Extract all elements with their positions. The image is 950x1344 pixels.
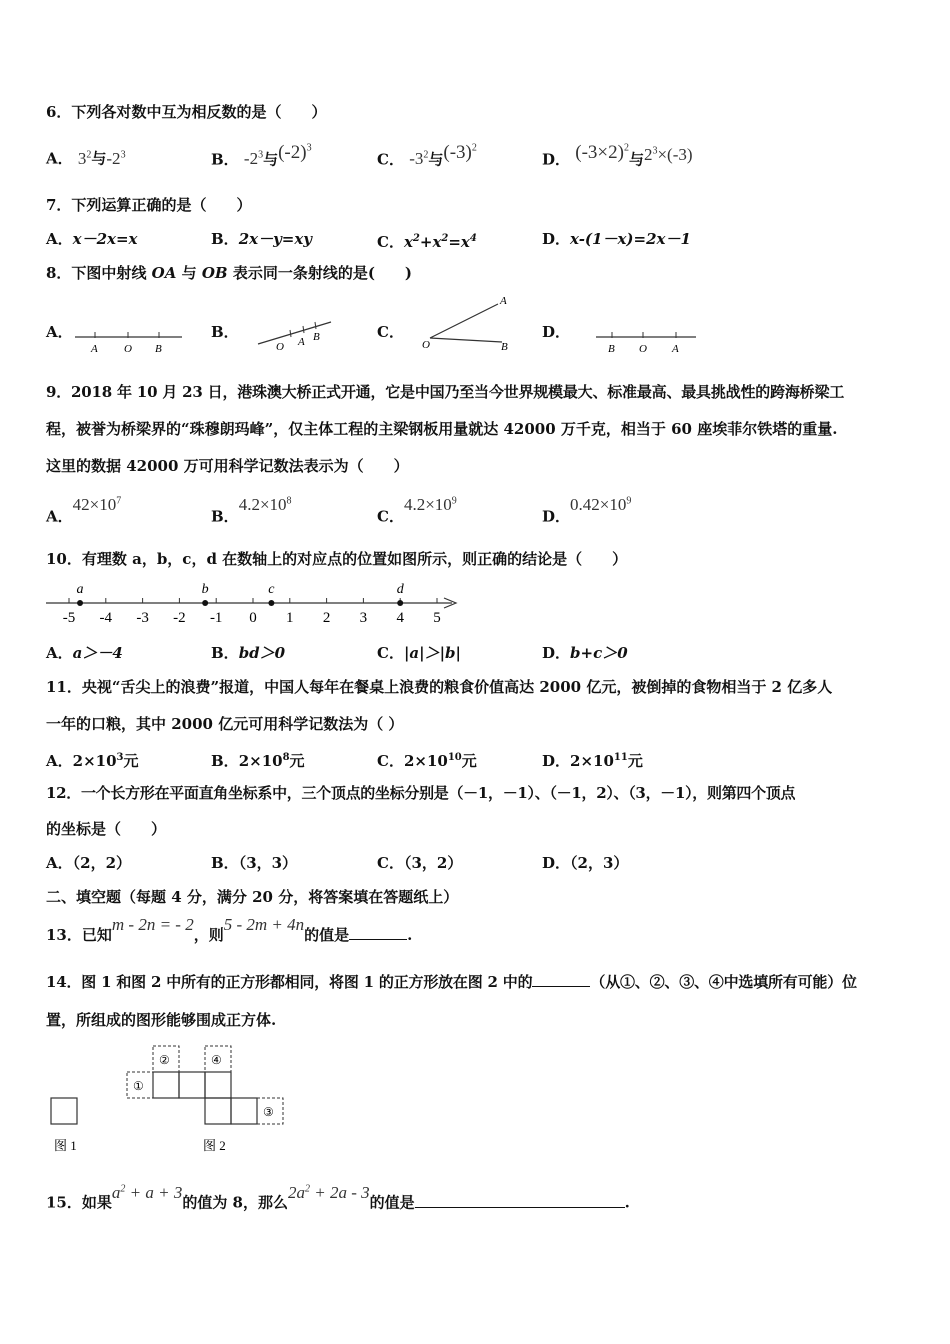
q14-line-1: 14．图 1 和图 2 中所有的正方形都相同，将图 1 的正方形放在图 2 中的 （从①、②、③、④中选填所有可能）位 <box>46 973 857 991</box>
q12-option-d: D．（2，3） <box>542 854 629 872</box>
q8d-point-1: B <box>608 343 615 355</box>
q6-option-a: A． $3^2$与$-2^3$ <box>46 148 126 168</box>
q8d-point-3: A <box>672 343 679 355</box>
position-4-mark: ④ <box>211 1053 222 1067</box>
q14-figures <box>40 1040 300 1160</box>
q9-option-c: C．$4.2\times 10^9$ <box>377 494 457 526</box>
number-line-point-label-c: c <box>268 582 275 597</box>
figure1-square <box>51 1098 77 1124</box>
q13-condition: m - 2n = - 2 <box>111 915 194 934</box>
number-line-point-label-a: a <box>76 582 84 597</box>
q11-option-a: A．$2\times 10^3$元 <box>46 752 139 770</box>
q7-stem: 7．下列运算正确的是（ ） <box>46 196 252 214</box>
q7-option-d: D．x-(1－x)=2x－1 <box>542 230 691 248</box>
number-line-tick-label: 1 <box>286 610 294 626</box>
q8c-point-2: O <box>422 339 430 351</box>
q8b-point-3: B <box>313 331 320 343</box>
q9-option-d: D．$0.42\times 10^9$ <box>542 494 632 526</box>
number-line-tick-label: 5 <box>433 610 441 626</box>
q8a-point-3: B <box>155 343 162 355</box>
q15-expression-2: $2a^2 + 2a - 3$ <box>288 1182 370 1202</box>
number-line-tick-label: -4 <box>99 610 113 626</box>
q15: 15．如果$a^2 + a + 3$的值为 8，那么$2a^2 + 2a - 3$的值是 . <box>46 1182 630 1212</box>
q10-option-c: C．|a|＞|b| <box>377 644 461 662</box>
q8-stem: 8．下图中射线 OA 与 OB 表示同一条射线的是( ) <box>46 264 413 282</box>
q8b-point-1: O <box>276 341 284 353</box>
q12-option-b: B．（3，3） <box>211 854 298 872</box>
q8-figure-b <box>255 318 335 354</box>
q12-option-a: A．（2，2） <box>46 854 132 872</box>
q8-option-d-label: D． <box>542 323 571 341</box>
number-line-tick-label: -5 <box>62 610 76 626</box>
q12-line-2: 的坐标是（ ） <box>46 820 167 838</box>
number-line-point-label-d: d <box>396 582 404 597</box>
q8a-point-2: O <box>124 343 132 355</box>
q13-answer-blank[interactable] <box>349 925 407 940</box>
q14-line-2: 置，所组成的图形能够围成正方体. <box>46 1011 277 1029</box>
figure2-square-1 <box>153 1072 179 1098</box>
q9-line-2: 程，被誉为桥梁界的“珠穆朗玛峰”，仅主体工程的主梁钢板用量就达 42000 万千克，相当于 60 座埃菲尔铁塔的重量. <box>46 420 838 438</box>
number-line-tick-label: 4 <box>396 610 404 626</box>
figure2-caption: 图 2 <box>203 1138 226 1153</box>
number-line-tick-label: 3 <box>359 610 368 626</box>
number-line-tick-label: 2 <box>322 610 331 626</box>
q6-stem: 6．下列各对数中互为相反数的是（ ） <box>46 103 327 121</box>
q8d-point-2: O <box>639 343 647 355</box>
number-line-point-label-b: b <box>201 582 209 597</box>
q8-option-c-label: C． <box>377 323 404 341</box>
figure1-caption: 图 1 <box>54 1138 77 1153</box>
q8c-point-1: A <box>500 295 507 307</box>
position-1-mark: ① <box>133 1079 144 1093</box>
number-line-point-b <box>202 600 208 606</box>
q10-option-b: B．bd＞0 <box>211 644 286 662</box>
q11-option-d: D．$2\times 10^{11}$元 <box>542 752 643 770</box>
q10-option-d: D．b+c＞0 <box>542 644 628 662</box>
q6-option-d: D． $(-3\times 2)^2$与$2^3\times(-3)$ <box>542 142 693 169</box>
q10-stem: 10．有理数 a，b，c，d 在数轴上的对应点的位置如图所示，则正确的结论是（ ） <box>46 550 628 568</box>
number-line-point-c <box>268 600 274 606</box>
q8-option-a-label: A． <box>46 323 73 341</box>
q9-line-3: 这里的数据 42000 万可用科学记数法表示为（ ） <box>46 457 409 475</box>
q12-option-c: C．（3，2） <box>377 854 463 872</box>
q12-line-1: 12．一个长方形在平面直角坐标系中，三个顶点的坐标分别是（－1，－1）、（－1，2）、（3，－1），则第四个顶点 <box>46 784 796 802</box>
number-line-tick-label: -2 <box>173 610 186 626</box>
q9-line-1: 9．2018 年 10 月 23 日，港珠澳大桥正式开通，它是中国乃至当今世界规模最大、标准最高、最具挑战性的跨海桥梁工 <box>46 383 845 401</box>
q14-answer-blank[interactable] <box>532 972 590 987</box>
q7-option-a: A．x－2x=x <box>46 230 138 248</box>
figure2-square-3 <box>205 1072 231 1098</box>
section-2-heading: 二、填空题（每题 4 分，满分 20 分，将答案填在答题纸上） <box>46 888 459 906</box>
q6-option-b: B． $-2^3$与$(-2)^3$ <box>211 142 312 169</box>
figure2-square-4 <box>205 1098 231 1124</box>
q8a-point-1: A <box>91 343 98 355</box>
q7-option-b: B．2x－y=xy <box>211 230 313 248</box>
q11-option-c: C．$2\times 10^{10}$元 <box>377 752 477 770</box>
q15-answer-blank[interactable] <box>415 1193 625 1208</box>
q8c-point-3: B <box>501 341 508 353</box>
q8-figure-a <box>70 322 190 358</box>
number-line-tick-label: -3 <box>136 610 149 626</box>
position-3-mark: ③ <box>263 1105 274 1119</box>
number-line-tick-label: -1 <box>209 610 223 626</box>
q15-expression-1: $a^2 + a + 3$ <box>111 1182 183 1202</box>
number-line-tick-label: 0 <box>249 610 257 626</box>
number-line-point-d <box>397 600 403 606</box>
q13: 13．已知m - 2n = - 2，则5 - 2m + 4n的值是 . <box>46 915 413 944</box>
q6-option-c: C． $-3^2$与$(-3)^2$ <box>377 142 477 169</box>
q8-figure-c <box>418 290 518 356</box>
figure2-square-2 <box>179 1072 205 1098</box>
q8-figure-d <box>592 322 702 358</box>
q13-expression: 5 - 2m + 4n <box>223 915 305 934</box>
q8-option-b-label: B． <box>211 323 239 341</box>
q10-number-line <box>0 575 470 630</box>
q11-line-1: 11．央视“舌尖上的浪费”报道，中国人每年在餐桌上浪费的粮食价值高达 2000 亿元，被倒掉的食物相当于 2 亿多人 <box>46 678 833 696</box>
q9-option-b: B．$4.2\times 10^8$ <box>211 494 292 526</box>
q9-option-a: A．$42\times 10^7$ <box>46 494 122 526</box>
figure2-square-5 <box>231 1098 257 1124</box>
number-line-point-a <box>77 600 83 606</box>
q8b-point-2: A <box>298 336 305 348</box>
position-2-mark: ② <box>159 1053 170 1067</box>
q11-line-2: 一年的口粮，其中 2000 亿元可用科学记数法为（ ） <box>46 715 404 733</box>
q10-option-a: A．a＞－4 <box>46 644 123 662</box>
q11-option-b: B．$2\times 10^8$元 <box>211 752 305 770</box>
q7-option-c: C．$x^2+x^2=x^4$ <box>377 233 477 251</box>
